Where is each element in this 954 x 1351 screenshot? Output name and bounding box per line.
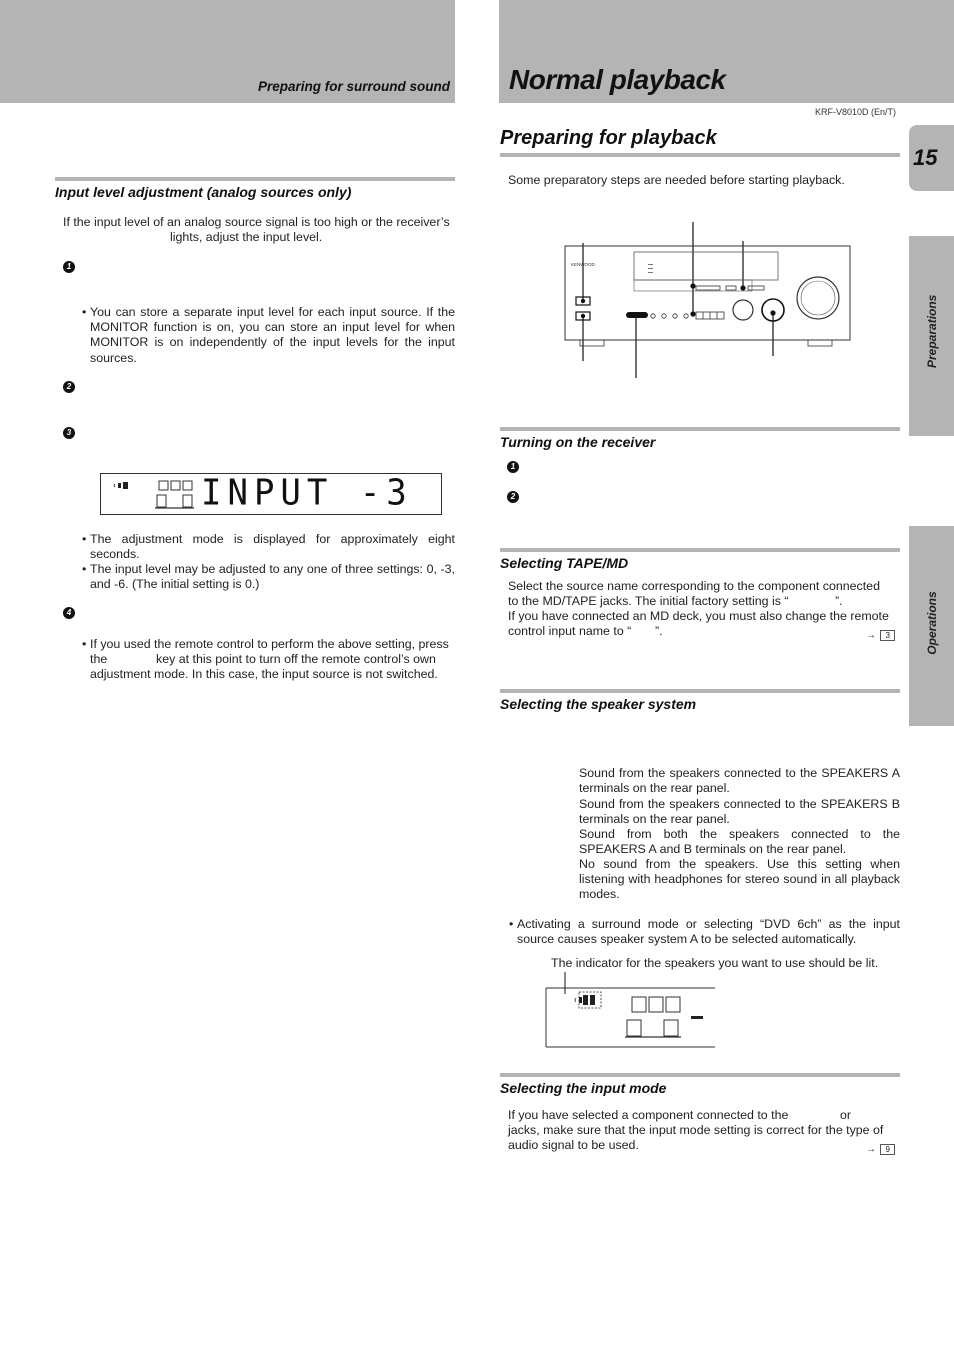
- turning-on-title: Turning on the receiver: [500, 434, 656, 450]
- left-step4-line2a: the: [90, 652, 108, 666]
- input-mode-line1b: or: [840, 1108, 852, 1122]
- speaker-indicator-display: [545, 970, 720, 1060]
- speaker-option-off: No sound from the speakers. Use this setting when listening with headphones for stereo sound in all playback modes.: [579, 857, 900, 902]
- speaker-option-ab: Sound from both the speakers connected to the SPEAKERS A and B terminals on the rear panel.: [579, 827, 900, 857]
- side-tab-operations-label: Operations: [925, 591, 939, 655]
- tape-md-line3: If you have connected an MD deck, you must also change the remote: [508, 609, 889, 623]
- preparing-for-playback-title: Preparing for playback: [500, 127, 717, 149]
- input-mode-page-ref: [866, 1139, 895, 1157]
- main-title-rule: [500, 153, 900, 157]
- left-step4-bullet-line1: • If you used the remote control to perform the above setting, press: [90, 637, 455, 652]
- input-mode-line1a: If you have selected a component connected to the: [508, 1108, 789, 1122]
- side-tab-preparations-label: Preparations: [925, 294, 939, 368]
- input-level-display: [100, 473, 442, 515]
- left-header-subtitle: Preparing for surround sound: [258, 79, 451, 94]
- left-step-2-marker: 2: [63, 381, 75, 393]
- left-step1-bullet: • You can store a separate input level for each input source. If the MONITOR function is on, you can store an input level for when MONITOR is on independently of the input levels for the input sources.: [90, 305, 455, 366]
- left-step-1-marker: 1: [63, 261, 75, 273]
- tape-md-line4: control input name to “: [508, 624, 632, 638]
- tape-md-rule: [500, 548, 900, 552]
- side-tab-preparations: [909, 236, 954, 436]
- display-readout: INPUT -3: [201, 472, 413, 514]
- input-level-section-title: Input level adjustment (analog sources only): [55, 184, 352, 200]
- input-mode-line3: audio signal to be used.: [508, 1138, 639, 1152]
- left-step4-line2b: key at this point to turn off the remote control’s own: [156, 652, 436, 666]
- speaker-title: Selecting the speaker system: [500, 696, 697, 712]
- left-step3-bullet1: • The adjustment mode is displayed for approximately eight seconds.: [90, 532, 455, 562]
- model-code: KRF-V8010D (En/T): [815, 107, 897, 117]
- input-level-intro-line2: lights, adjust the input level.: [170, 230, 323, 244]
- arrow-right-icon: →: [866, 1144, 876, 1155]
- page-title: Normal playback: [509, 64, 726, 95]
- left-step-3-marker: 3: [63, 427, 75, 439]
- tape-md-title: Selecting TAPE/MD: [500, 555, 629, 571]
- channel-boxes-icon: [625, 997, 681, 1037]
- input-mode-title: Selecting the input mode: [500, 1080, 667, 1096]
- tape-md-line4-end: ”.: [655, 624, 663, 638]
- input-mode-line2: jacks, make sure that the input mode setting is correct for the type of: [508, 1123, 884, 1137]
- tape-md-line2: to the MD/TAPE jacks. The initial factory setting is “: [508, 594, 789, 608]
- speaker-indicator-icon: [114, 482, 128, 489]
- speaker-option-b: Sound from the speakers connected to the SPEAKERS B terminals on the rear panel.: [579, 797, 900, 827]
- input-level-intro-line1: If the input level of an analog source signal is too high or the receiver’s: [63, 215, 450, 229]
- turning-on-step-2-marker: 2: [507, 491, 519, 503]
- turning-on-rule: [500, 427, 900, 431]
- speaker-indicator-note: The indicator for the speakers you want to use should be lit.: [551, 956, 879, 970]
- left-step3-bullet2: • The input level may be adjusted to any one of three settings: 0, -3, and -6. (The initial setting is 0.): [90, 562, 455, 592]
- arrow-right-icon: →: [866, 630, 876, 641]
- page-number: 15: [913, 145, 938, 170]
- input-mode-ref-number: 9: [880, 1144, 894, 1155]
- speaker-rule: [500, 689, 900, 693]
- tape-md-page-ref: [866, 625, 895, 643]
- playback-intro: Some preparatory steps are needed before starting playback.: [508, 173, 845, 187]
- turning-on-step-1-marker: 1: [507, 461, 519, 473]
- tape-md-line2-end: ”.: [835, 594, 843, 608]
- tape-md-line1: Select the source name corresponding to the component connected: [508, 579, 880, 593]
- input-mode-rule: [500, 1073, 900, 1077]
- speaker-ab-indicator-icon: [575, 995, 595, 1005]
- receiver-brand-logo: KENWOOD: [571, 262, 595, 267]
- tape-md-ref-number: 3: [880, 630, 894, 641]
- left-step-4-marker: 4: [63, 607, 75, 619]
- side-tab-operations: [909, 526, 954, 726]
- left-section-rule: [55, 177, 455, 181]
- speaker-auto-bullet: • Activating a surround mode or selecting “DVD 6ch” as the input source causes speaker system A to be selected automatically.: [517, 917, 900, 947]
- receiver-front-panel-illustration: [560, 218, 860, 388]
- speaker-option-a: Sound from the speakers connected to the SPEAKERS A terminals on the rear panel.: [579, 766, 900, 796]
- channel-boxes-icon: [155, 481, 194, 508]
- left-step4-line3: adjustment mode. In this case, the input source is not switched.: [90, 667, 438, 681]
